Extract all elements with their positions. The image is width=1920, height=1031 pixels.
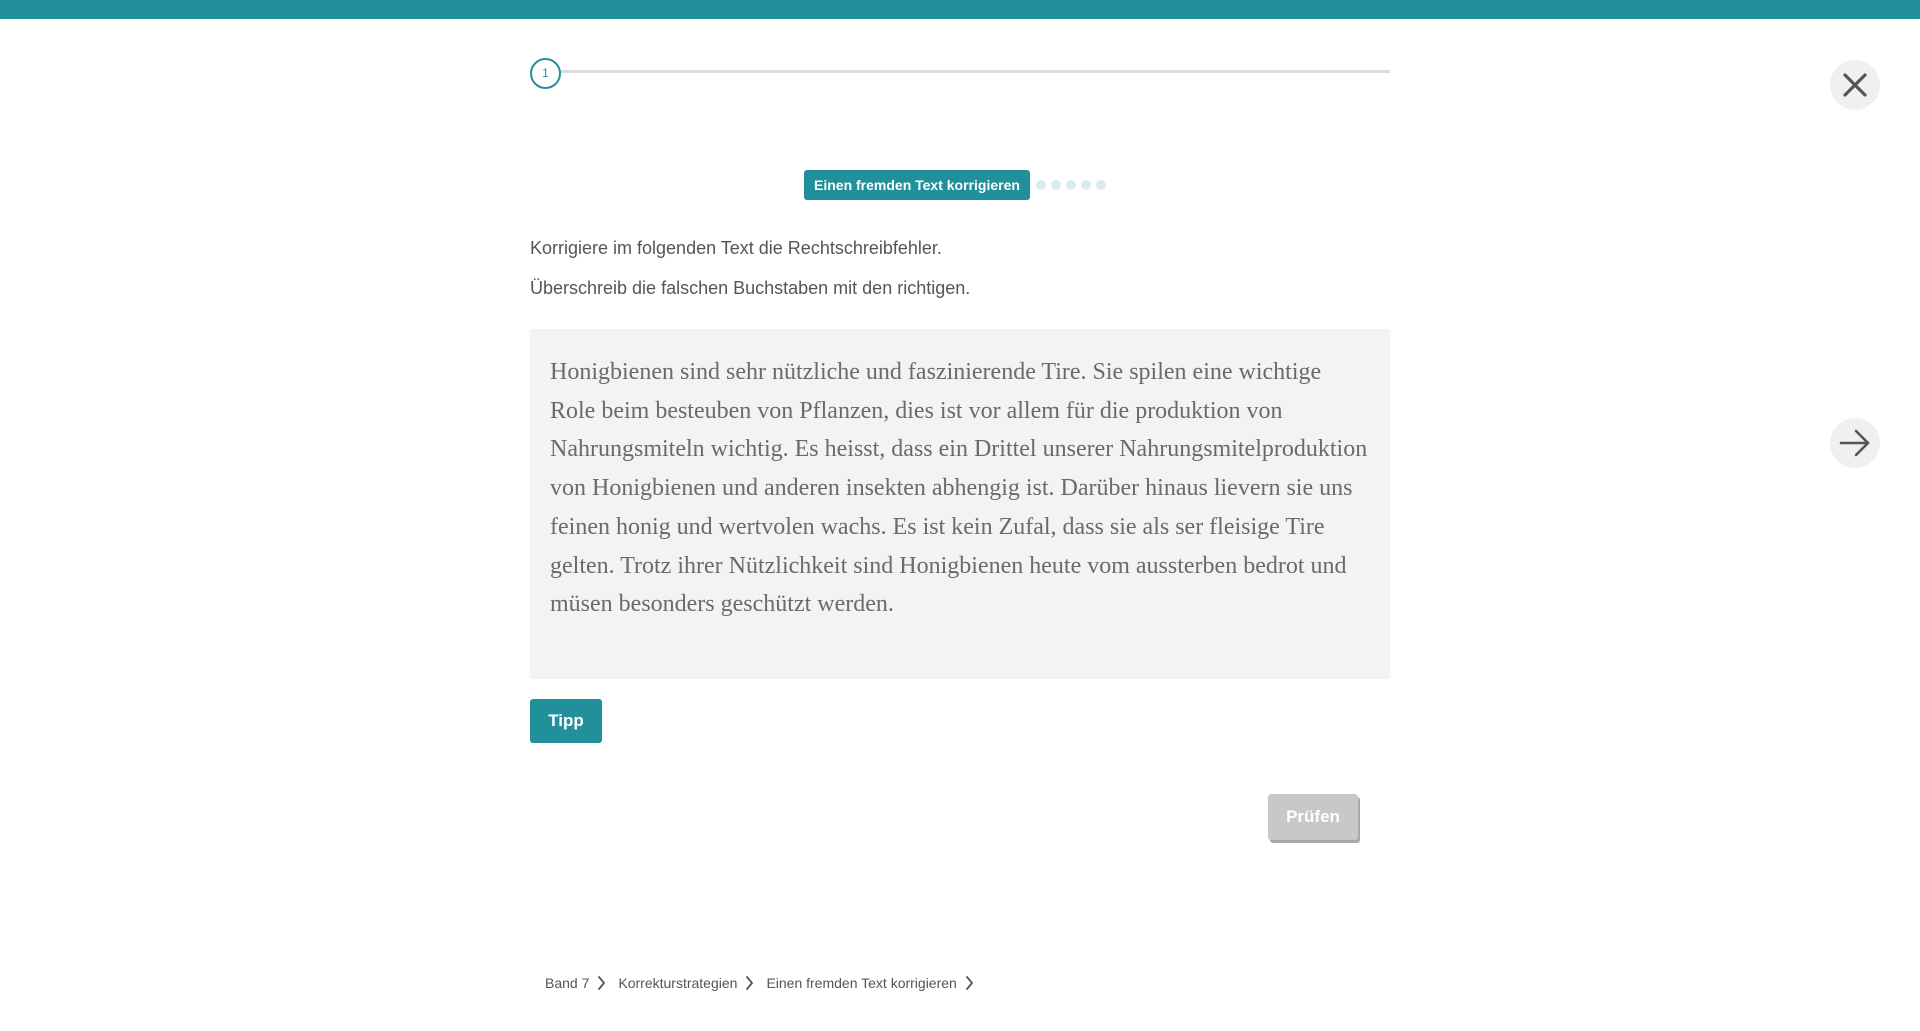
arrow-right-icon (1839, 429, 1871, 457)
breadcrumb (545, 975, 986, 991)
task-pagination-dots (1036, 180, 1106, 190)
pagination-dot[interactable] (1081, 180, 1091, 190)
close-icon (1842, 72, 1868, 98)
progress-track (546, 70, 1390, 73)
chevron-right-icon (745, 976, 754, 990)
breadcrumb-item-korrekturstrategien[interactable]: Korrekturstrategien (618, 975, 738, 991)
pagination-dot[interactable] (1051, 180, 1061, 190)
task-type-chip: Einen fremden Text korrigieren (804, 170, 1030, 200)
progress-step-current[interactable]: 1 (530, 58, 561, 89)
pagination-dot[interactable] (1066, 180, 1076, 190)
next-button[interactable] (1830, 418, 1880, 468)
exercise-progress (530, 58, 1390, 89)
breadcrumb-item-current[interactable]: Einen fremden Text korrigieren (766, 975, 957, 991)
pagination-dot[interactable] (1096, 180, 1106, 190)
chevron-right-icon (597, 976, 606, 990)
instruction-text: Korrigiere im folgenden Text die Rechtschreibfehler. (530, 238, 942, 258)
pagination-dot[interactable] (1036, 180, 1046, 190)
breadcrumb-item-band[interactable]: Band 7 (545, 975, 590, 991)
close-button[interactable] (1830, 60, 1880, 110)
top-accent-bar (0, 0, 1920, 19)
correction-text-area[interactable]: Honigbienen sind sehr nützliche und faszinierende Tire. Sie spilen eine wichtige Role beim besteuben von Pflanzen, dies ist vor allem für die produktion von Nahrungsmiteln wichtig. Es heisst, dass ein Drittel unserer Nahrungsmitelproduktion von Honigbienen und anderen insekten abhengig ist. Darüber hinaus lievern sie uns feinen honig und wertvolen wachs. Es ist kein Zufal, dass sie als ser fleisige Tire gelten. Trotz ihrer Nützlichkeit sind Honigbienen heute vom aussterben bedrot und müsen besonders geschützt werden. (530, 329, 1390, 679)
tipp-button[interactable]: Tipp (530, 699, 602, 743)
chevron-right-icon (965, 976, 974, 990)
instruction-text-secondary: Überschreib die falschen Buchstaben mit den richtigen. (530, 278, 971, 298)
pruefen-button[interactable]: Prüfen (1268, 794, 1358, 840)
